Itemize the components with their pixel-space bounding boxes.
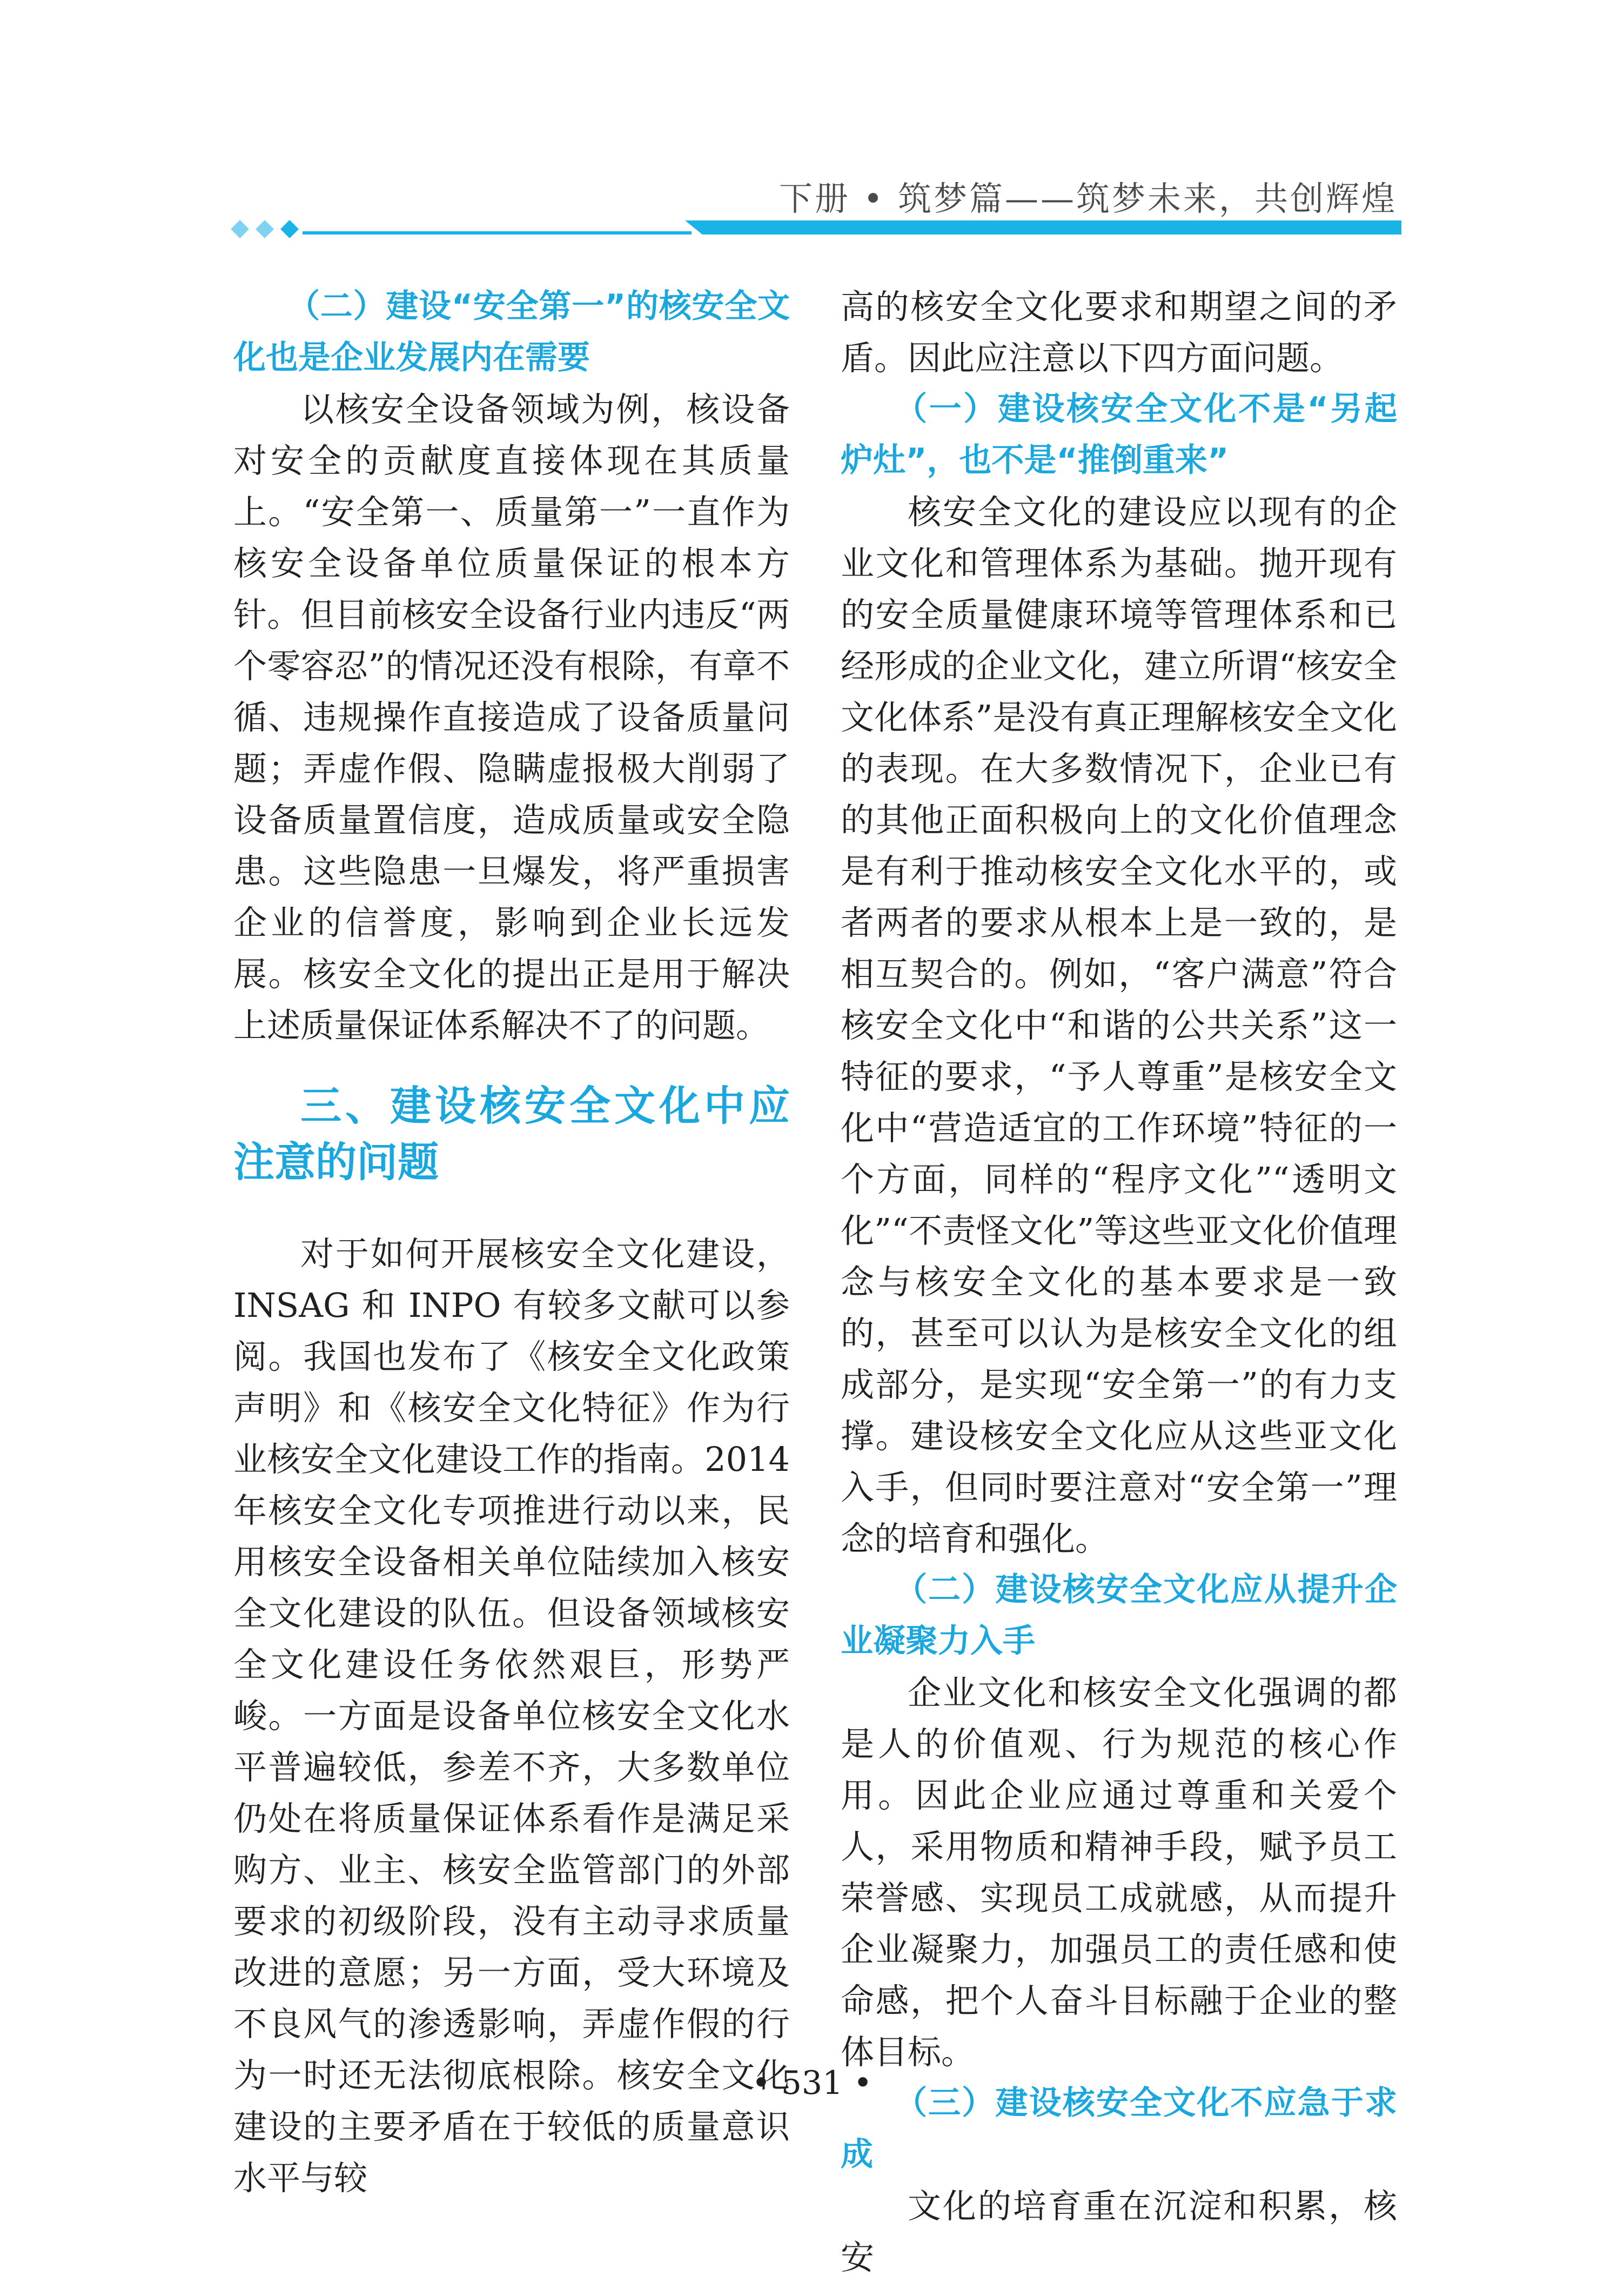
diamond-icon: [280, 220, 299, 238]
subheading-not-restart: （一）建设核安全文化不是“另起炉灶”，也不是“推倒重来”: [841, 390, 1397, 479]
header-rule: [303, 231, 692, 235]
paragraph-continued: 高的核安全文化要求和期望之间的矛盾。因此应注意以下四方面问题。: [841, 287, 1397, 378]
header-title: 下册 • 筑梦篇——筑梦未来，共创辉煌: [779, 179, 1397, 218]
page-number: • 531 •: [751, 2064, 873, 2102]
paragraph: 文化的培育重在沉淀和积累，核安: [841, 2186, 1397, 2277]
diamond-icon: [256, 220, 274, 238]
subheading-no-rush: （三）建设核安全文化不应急于求成: [841, 2084, 1397, 2173]
paragraph: 对于如何开展核安全文化建设，INSAG 和 INPO 有较多文献可以参阅。我国也发布了《核安全文化政策声明》和《核安全文化特征》作为行业核安全文化建设工作的指南。2014 年核安全文化专项推进行动以来，民用核安全设备相关单位陆续加入核安全文化建设的队伍。但设备领域核安全文化建设任务依然艰巨，形势严峻。一方面是设备单位核安全文化水平普遍较低，参差不齐，大多数单位仍处在将质量保证体系看作是满足采购方、业主、核安全监管部门的外部要求的初级阶段，没有主动寻求质量改进的意愿；另一方面，受大环境及不良风气的渗透影响，弄虚作假的行为一时还无法彻底根除。核安全文化建设的主要矛盾在于较低的质量意识水平与较: [233, 1234, 790, 2198]
subheading-safety-first: （二）建设“安全第一”的核安全文化也是企业发展内在需要: [233, 287, 790, 377]
subheading-cohesion: （二）建设核安全文化应从提升企业凝聚力入手: [841, 1571, 1397, 1660]
section-heading: 三、建设核安全文化中应注意的问题: [233, 1082, 790, 1186]
paragraph: 企业文化和核安全文化强调的都是人的价值观、行为规范的核心作用。因此企业应通过尊重和关爱个人，采用物质和精神手段，赋予员工荣誉感、实现员工成就感，从而提升企业凝聚力，加强员工的责任感和使命感，把个人奋斗目标融于企业的整体目标。: [841, 1673, 1397, 2072]
paragraph: 核安全文化的建设应以现有的企业文化和管理体系为基础。抛开现有的安全质量健康环境等管理体系和已经形成的企业文化，建立所谓“核安全文化体系”是没有真正理解核安全文化的表现。在大多数情况下，企业已有的其他正面积极向上的文化价值理念是有利于推动核安全文化水平的，或者两者的要求从根本上是一致的，是相互契合的。例如，“客户满意”符合核安全文化中“和谐的公共关系”这一特征的要求，“予人尊重”是核安全文化中“营造适宜的工作环境”特征的一个方面，同样的“程序文化”“透明文化”“不责怪文化”等这些亚文化价值理念与核安全文化的基本要求是一致的，甚至可以认为是核安全文化的组成部分，是实现“安全第一”的有力支撑。建设核安全文化应从这些亚文化入手，但同时要注意对“安全第一”理念的培育和强化。: [841, 492, 1397, 1558]
diamond-icon: [231, 220, 249, 238]
header-bar: [685, 220, 1401, 235]
left-column: [233, 281, 790, 2204]
paragraph: 以核安全设备领域为例，核设备对安全的贡献度直接体现在其质量上。“安全第一、质量第一”一直作为核安全设备单位质量保证的根本方针。但目前核安全设备行业内违反“两个零容忍”的情况还没有根除，有章不循、违规操作直接造成了设备质量问题；弄虚作假、隐瞒虚报极大削弱了设备质量置信度，造成质量或安全隐患。这些隐患一旦爆发，将严重损害企业的信誉度，影响到企业长远发展。核安全文化的提出正是用于解决上述质量保证体系解决不了的问题。: [233, 390, 790, 1045]
header-diamonds: [233, 223, 296, 236]
right-column: [841, 281, 1397, 2283]
